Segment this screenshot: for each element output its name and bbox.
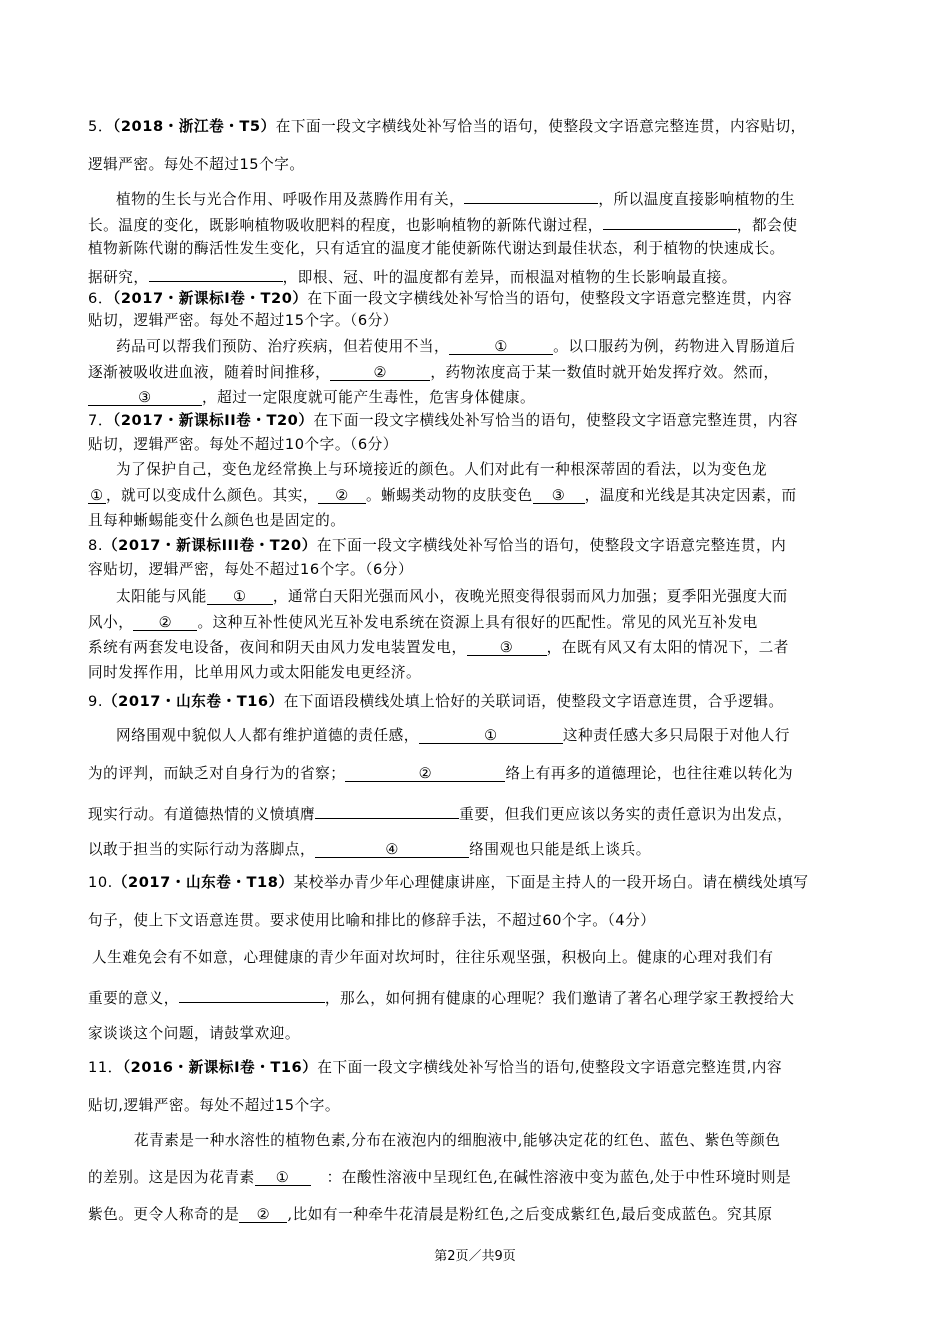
- q8-blank-3[interactable]: ③: [467, 639, 547, 656]
- q10-source: （2017・山东卷・T18）: [112, 874, 294, 891]
- q11-instruction: 贴切,逻辑严密。每处不超过15个字。: [88, 1097, 341, 1114]
- q11-source: （2016・新课标Ⅰ卷・T16）: [122, 1059, 318, 1076]
- q8-blank-2[interactable]: ②: [133, 614, 197, 631]
- q10-header: 10.（2017・山东卷・T18）某校举办青少年心理健康讲座，下面是主持人的一段开场白。请在横线处填写: [88, 874, 809, 891]
- q10-line-2: 重要的意义， ，那么，如何拥有健康的心理呢？我们邀请了著名心理学家王教授给大: [88, 986, 794, 1009]
- q8-line-2: 风小， ② 。这种互补性使风光互补发电系统在资源上具有很好的匹配性。常见的风光互补发电: [88, 614, 758, 631]
- q6-header: 6．（2017・新课标Ⅰ卷・T20）在下面一段文字横线处补写恰当的语句，使整段文字语意完整连贯，内容: [88, 290, 793, 307]
- q11-line-1: 花青素是一种水溶性的植物色素,分布在液泡内的细胞液中,能够决定花的红色、蓝色、紫色等颜色: [134, 1132, 781, 1149]
- q6-blank-1[interactable]: ①: [449, 338, 553, 355]
- q5-blank-1[interactable]: [464, 187, 598, 204]
- q7-line-3: 且每种蜥蜴能变什么颜色也是固定的。: [88, 512, 346, 529]
- q9-blank-3[interactable]: [315, 802, 459, 819]
- q6-blank-3[interactable]: ③: [88, 389, 202, 406]
- q9-line-1: 网络围观中貌似人人都有维护道德的责任感， ① 这种责任感大多只局限于对他人行: [116, 727, 791, 744]
- q6-source: （2017・新课标Ⅰ卷・T20）: [112, 290, 308, 307]
- q9-line-2: 为的评判，而缺乏对自身行为的省察； ② 络上有再多的道德理论，也往往难以转化为: [88, 765, 794, 782]
- q5-source: （2018・浙江卷・T5）: [112, 118, 276, 135]
- q5-instruction: 逻辑严密。每处不超过15个字。: [88, 156, 305, 173]
- q6-line-2: 逐渐被吸收进血液，随着时间推移， ② ，药物浓度高于某一数值时就开始发挥疗效。然而，: [88, 364, 779, 381]
- q7-line-2: ① ，就可以变成什么颜色。其实， ② 。蜥蜴类动物的皮肤变色 ③ ，温度和光线是其决定因素，而: [88, 486, 797, 506]
- q8-line-1: 太阳能与风能 ① ，通常白天阳光强而风小，夜晚光照变得很弱而风力加强；夏季阳光强度大而: [116, 588, 788, 605]
- q6-instruction: 贴切，逻辑严密。每处不超过15个字。（6分）: [88, 312, 398, 329]
- q8-instruction: 容贴切，逻辑严密，每处不超过16个字。（6分）: [88, 561, 414, 578]
- q5-line-3: 植物新陈代谢的酶活性发生变化，只有适宜的温度才能使新陈代谢达到最佳状态，利于植物的快速成长。: [88, 240, 785, 257]
- q8-blank-1[interactable]: ①: [207, 588, 273, 605]
- q10-line-1: 人生难免会有不如意，心理健康的青少年面对坎坷时，往往乐观坚强，积极向上。健康的心理对我们有: [92, 949, 774, 966]
- q7-blank-3[interactable]: ③: [533, 487, 585, 504]
- q6-line-1: 药品可以帮我们预防、治疗疾病，但若使用不当， ① 。以口服药为例，药物进入胃肠道后: [116, 338, 796, 355]
- q7-header: 7．（2017・新课标II卷・T20）在下面一段文字横线处补写恰当的语句，使整段文字语意完整连贯，内容: [88, 412, 799, 429]
- q9-header: 9.（2017・山东卷・T16）在下面语段横线处填上恰好的关联词语，使整段文字语意连贯，合乎逻辑。: [88, 693, 784, 710]
- q6-line-3: ③ ，超过一定限度就可能产生毒性，危害身体健康。: [88, 388, 535, 408]
- q11-header: 11．（2016・新课标Ⅰ卷・T16）在下面一段文字横线处补写恰当的语句,使整段文字语意完整连贯,内容: [88, 1059, 783, 1076]
- q10-instruction: 句子，使上下文语意连贯。要求使用比喻和排比的修辞手法，不超过60个字。（4分）: [88, 912, 656, 929]
- q5-line-4: 据研究， ，即根、冠、叶的温度都有差异，而根温对植物的生长影响最直接。: [88, 265, 737, 288]
- q9-line-4: 以敢于担当的实际行动为落脚点， ④ 络围观也只能是纸上谈兵。: [88, 841, 651, 858]
- q8-line-4: 同时发挥作用，比单用风力或太阳能发电更经济。: [88, 664, 422, 681]
- q7-blank-1[interactable]: ①: [88, 487, 106, 504]
- q8-source: （2017・新课标III卷・T20）: [103, 537, 317, 554]
- q7-instruction: 贴切，逻辑严密。每处不超过10个字。（6分）: [88, 436, 398, 453]
- q9-blank-4[interactable]: ④: [315, 841, 469, 858]
- q7-line-1: 为了保护自己，变色龙经常换上与环境接近的颜色。人们对此有一种根深蒂固的看法，以为变色龙: [116, 461, 768, 478]
- q7-blank-2[interactable]: ②: [318, 487, 366, 504]
- q7-source: （2017・新课标II卷・T20）: [112, 412, 314, 429]
- q9-blank-2[interactable]: ②: [345, 765, 505, 782]
- q11-line-2: 的差别。这是因为花青素 ① ：在酸性溶液中呈现红色,在碱性溶液中变为蓝色,处于中性环境时则是: [88, 1169, 792, 1186]
- q5-line-2: 长。温度的变化，既影响植物吸收肥料的程度，也影响植物的新陈代谢过程， ，都会使: [88, 213, 797, 236]
- q5-blank-3[interactable]: [149, 265, 283, 282]
- q11-line-3: 紫色。更令人称奇的是 ② ,比如有一种牵牛花清晨是粉红色,之后变成紫红色,最后变成蓝色。究其原: [88, 1206, 773, 1223]
- q11-blank-1[interactable]: ①: [255, 1169, 311, 1186]
- q5-line-1: 植物的生长与光合作用、呼吸作用及蒸腾作用有关， ，所以温度直接影响植物的生: [116, 187, 795, 210]
- q6-blank-2[interactable]: ②: [330, 364, 430, 381]
- q11-blank-2[interactable]: ②: [239, 1206, 287, 1223]
- page-footer: 第2页／共9页: [434, 1249, 516, 1264]
- q9-blank-1[interactable]: ①: [419, 727, 563, 744]
- q10-blank-1[interactable]: [179, 986, 325, 1003]
- q8-header: 8.（2017・新课标III卷・T20）在下面一段文字横线处补写恰当的语句，使整段文字语意完整连贯，内: [88, 537, 787, 554]
- q8-line-3: 系统有两套发电设备，夜间和阴天由风力发电装置发电， ③ ，在既有风又有太阳的情况下，二者: [88, 639, 789, 656]
- q5-header: 5．（2018・浙江卷・T5）在下面一段文字横线处补写恰当的语句，使整段文字语意完整连贯，内容贴切，: [88, 118, 806, 135]
- q9-source: （2017・山东卷・T16）: [103, 693, 284, 710]
- q5-blank-2[interactable]: [603, 213, 737, 230]
- q9-line-3: 现实行动。有道德热情的义愤填膺 重要，但我们更应该以务实的责任意识为出发点，: [88, 802, 792, 825]
- q10-line-3: 家谈谈这个问题，请鼓掌欢迎。: [88, 1025, 301, 1042]
